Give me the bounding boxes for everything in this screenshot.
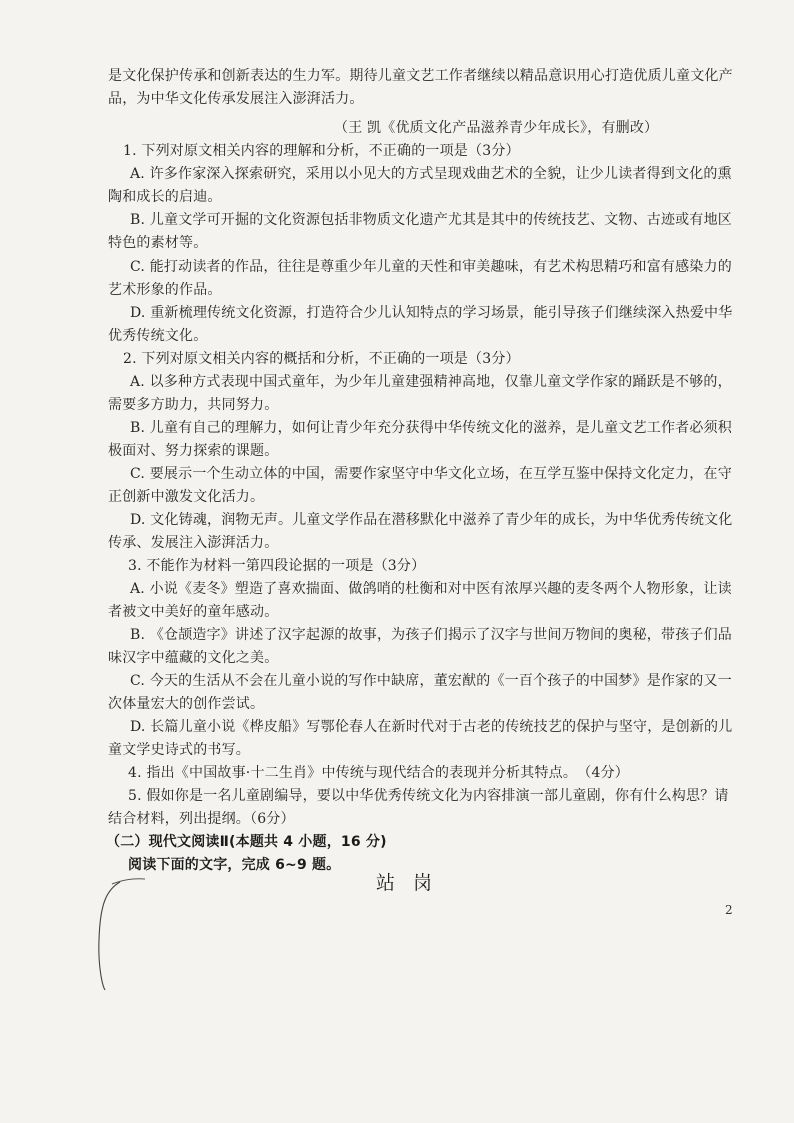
text-line: 优秀传统文化。 — [108, 328, 208, 344]
option-3b: B. 《仓颉造字》讲述了汉字起源的故事，为孩子们揭示了汉字与世间万物间的奥秘，带孩子们品 — [130, 627, 732, 643]
option-3d: D. 长篇儿童小说《桦皮船》写鄂伦春人在新时代对于古老的传统技艺的保护与坚守，是创新的儿 — [130, 719, 733, 735]
pencil-stroke-mark — [99, 882, 120, 990]
text-line: 艺术形象的作品。 — [108, 282, 222, 298]
option-1d: D. 重新梳理传统文化资源，打造符合少儿认知特点的学习场景，能引导孩子们继续深入热爱中华 — [130, 305, 733, 321]
option-2d: D. 文化铸魂，润物无声。儿童文学作品在潜移默化中滋养了青少年的成长，为中华优秀传统文化 — [130, 512, 733, 528]
option-2b: B. 儿童有自己的理解力，如何让青少年充分获得中华传统文化的滋养，是儿童文艺工作者必须积 — [130, 420, 732, 436]
text-line: 陶和成长的启迪。 — [108, 189, 222, 205]
question-1: 1. 下列对原文相关内容的理解和分析，不正确的一项是（3分） — [123, 143, 520, 159]
text-line: 特色的素材等。 — [108, 235, 208, 251]
question-5: 5. 假如你是一名儿童剧编导，要以中华优秀传统文化为内容排演一部儿童剧，你有什么构思？请 — [128, 788, 729, 804]
source-citation: （王 凯《优质文化产品滋养青少年成长》，有删改） — [334, 120, 659, 136]
text-line: 者被文中美好的童年感动。 — [108, 604, 279, 620]
text-line: 传承、发展注入澎湃活力。 — [108, 535, 279, 551]
text-line: 品，为中华文化传承发展注入澎湃活力。 — [108, 91, 364, 107]
page-number: 2 — [725, 903, 733, 917]
option-3a: A. 小说《麦冬》塑造了喜欢揣面、做鸽哨的杜衡和对中医有浓厚兴趣的麦冬两个人物形象，让读 — [130, 581, 732, 597]
text-line: 结合材料，列出提纲。（6分） — [108, 811, 295, 827]
text-line: 味汉字中蕴藏的文化之美。 — [108, 650, 279, 666]
option-2c: C. 要展示一个生动立体的中国，需要作家坚守中华文化立场，在互学互鉴中保持文化定力，在守 — [130, 466, 732, 482]
question-3: 3. 不能作为材料一第四段论据的一项是（3分） — [128, 558, 426, 574]
option-1a: A. 许多作家深入探索研究，采用以小见大的方式呈现戏曲艺术的全貌，让少儿读者得到文化的熏 — [130, 166, 732, 182]
option-1b: B. 儿童文学可开掘的文化资源包括非物质文化遗产尤其是其中的传统技艺、文物、古迹或有地区 — [130, 212, 732, 228]
question-4: 4. 指出《中国故事·十二生肖》中传统与现代结合的表现并分析其特点。 （4分） — [128, 765, 629, 781]
option-2a: A. 以多种方式表现中国式童年，为少年儿童建强精神高地，仅靠儿童文学作家的踊跃是不够的， — [130, 374, 732, 390]
text-line: 极面对、努力探索的课题。 — [108, 443, 279, 459]
text-line: 需要多方助力，共同努力。 — [108, 397, 279, 413]
text-line: 童文学史诗式的书写。 — [108, 742, 250, 758]
passage-title: 站岗 — [376, 872, 451, 894]
text-line: 次体量宏大的创作尝试。 — [108, 696, 265, 712]
text-line: 正创新中激发文化活力。 — [108, 489, 265, 505]
option-1c: C. 能打动读者的作品，往往是尊重少年儿童的天性和审美趣味，有艺术构思精巧和富有感染力的 — [130, 259, 732, 275]
question-2: 2. 下列对原文相关内容的概括和分析，不正确的一项是（3分） — [123, 351, 520, 367]
section-heading: （二）现代文阅读Ⅱ(本题共 4 小题，16 分) — [106, 834, 387, 850]
text-line: 是文化保护传承和创新表达的生力军。期待儿童文艺工作者继续以精品意识用心打造优质儿童文化产 — [108, 68, 733, 84]
option-3c: C. 今天的生活从不会在儿童小说的写作中缺席，董宏猷的《一百个孩子的中国梦》是作家的又一 — [130, 673, 732, 689]
section-instruction: 阅读下面的文字，完成 6~9 题。 — [128, 857, 341, 873]
pencil-stroke-mark-top — [112, 879, 145, 884]
